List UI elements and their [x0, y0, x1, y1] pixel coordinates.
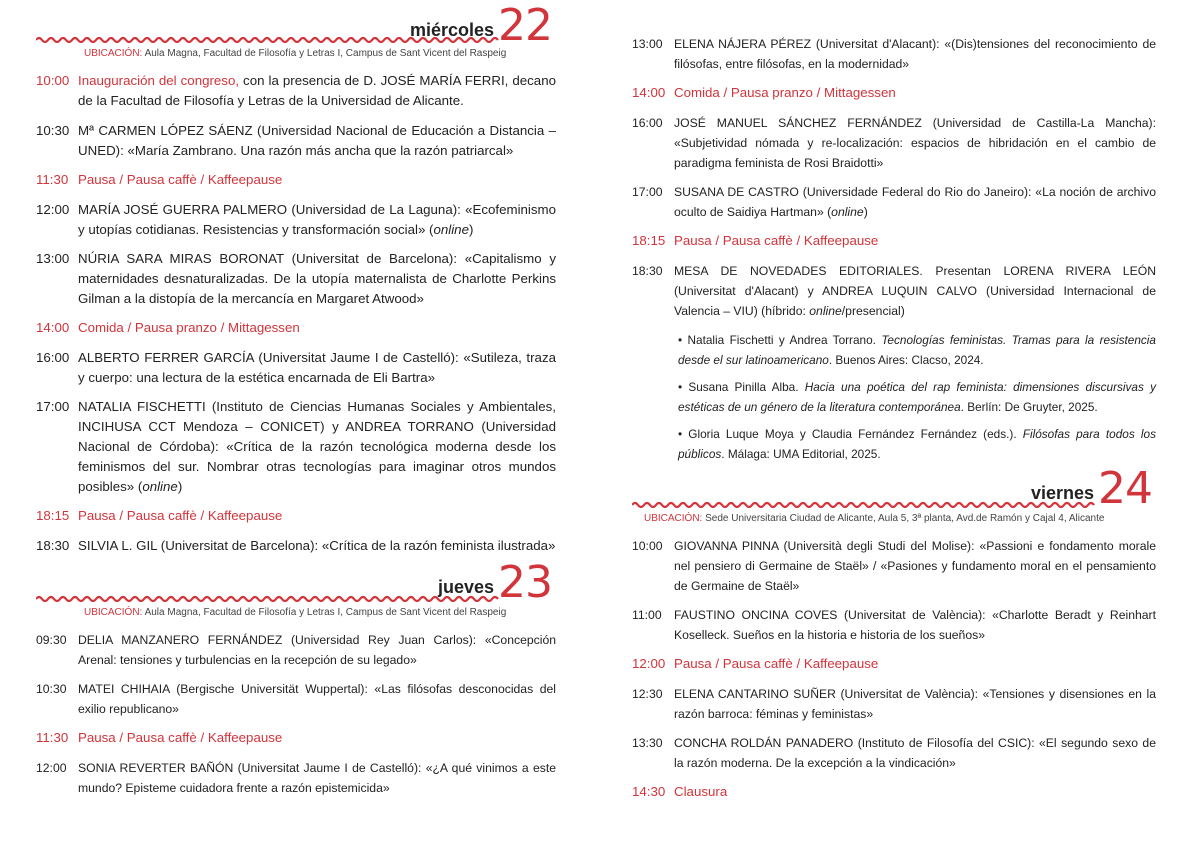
break-entry: 14:00 Comida / Pausa pranzo / Mittagessen: [632, 85, 896, 100]
day-number: 24: [1098, 463, 1152, 514]
wavy-divider: [36, 595, 556, 603]
schedule-entry: 16:00 JOSÉ MANUEL SÁNCHEZ FERNÁNDEZ (Universidad de Castilla-La Mancha): «Subjetividad nómada y re-localización: espacios de hibridación en el cambio de paradigma feminista de Rosi Braidotti»: [632, 116, 1156, 170]
schedule-entry: 17:00 SUSANA DE CASTRO (Universidade Federal do Rio do Janeiro): «La noción de archivo oculto de Saidiya Hartman» (online): [632, 185, 1156, 219]
book-item: • Gloria Luque Moya y Claudia Fernández Fernández (eds.). Filósofas para todos los públicos. Málaga: UMA Editorial, 2025.: [678, 427, 1156, 461]
closing-entry: 14:30 Clausura: [632, 784, 728, 799]
break-entry: 18:15 Pausa / Pausa caffè / Kaffeepause: [36, 508, 283, 523]
schedule-entry: 16:00 ALBERTO FERRER GARCÍA (Universitat Jaume I de Castelló): «Sutileza, traza y cuerpo: una lectura de la estética encarnada de Eli Bartra»: [36, 350, 556, 385]
break-entry: 11:30 Pausa / Pausa caffè / Kaffeepause: [36, 730, 283, 745]
schedule-entry: 10:30 Mª CARMEN LÓPEZ SÁENZ (Universidad Nacional de Educación a Distancia – UNED): «María Zambrano. Una razón más ancha que la razón patriarcal»: [36, 123, 556, 158]
day-header-22: [36, 0, 556, 51]
book-item: • Susana Pinilla Alba. Hacia una poética del rap feminista: dimensiones discursivas y estéticas de un género de la literatura contemporánea. Berlín: De Gruyter, 2025.: [678, 380, 1156, 414]
day-number: 23: [498, 557, 552, 608]
location-23: UBICACIÓN: Aula Magna, Facultad de Filosofía y Letras I, Campus de Sant Vicent del Raspeig: [84, 607, 507, 618]
break-entry: 18:15 Pausa / Pausa caffè / Kaffeepause: [632, 233, 879, 248]
schedule-entry: 10:00 GIOVANNA PINNA (Università degli Studi del Molise): «Passioni e fondamento morale nel pensiero di Germaine de Staël» / «Pasiones y fundamento moral en el pensamiento de Germaine de Staël»: [632, 539, 1156, 593]
right-column: [632, 34, 1156, 812]
schedule-entry: 11:00 FAUSTINO ONCINA COVES (Universitat de València): «Charlotte Beradt y Reinhart Koselleck. Sueños en la historia e historia de los sueños»: [632, 608, 1156, 642]
day-name: miércoles: [409, 20, 494, 40]
wavy-divider: [36, 36, 556, 44]
schedule-entry: 18:30 SILVIA L. GIL (Universitat de Barcelona): «Crítica de la razón feminista ilustrada»: [36, 538, 556, 553]
day-name: viernes: [1030, 483, 1094, 503]
schedule-entry: 13:00 NÚRIA SARA MIRAS BORONAT (Universitat de Barcelona): «Capitalismo y maternidades desnaturalizadas. De la utopía maternalista de Charlotte Perkins Gilman a la distopía de la mercancía en Margaret Atwood»: [36, 251, 556, 306]
location-24: UBICACIÓN: Sede Universitaria Ciudad de Alicante, Aula 5, 3ª planta, Avd.de Ramón y Cajal 4, Alicante: [644, 513, 1105, 524]
break-entry: 11:30 Pausa / Pausa caffè / Kaffeepause: [36, 172, 283, 187]
day-number: 22: [498, 0, 552, 51]
break-entry: 12:00 Pausa / Pausa caffè / Kaffeepause: [632, 656, 879, 671]
left-column: [36, 0, 556, 807]
schedule-entry: 10:00 Inauguración del congreso, con la presencia de D. JOSÉ MARÍA FERRI, decano de la Facultad de Filosofía y Letras de la Universidad de Alicante.: [36, 73, 556, 108]
schedule-entry: 12:00 MARÍA JOSÉ GUERRA PALMERO (Universidad de La Laguna): «Ecofeminismo y utopías cotidianas. Resistencias y transformación social» (online): [36, 202, 556, 237]
book-item: • Natalia Fischetti y Andrea Torrano. Tecnologías feministas. Tramas para la resistencia desde el sur latinoamericano. Buenos Aires: Clacso, 2024.: [678, 333, 1156, 367]
location-22: UBICACIÓN: Aula Magna, Facultad de Filosofía y Letras I, Campus de Sant Vicent del Raspeig: [84, 48, 507, 59]
break-entry: 14:00 Comida / Pausa pranzo / Mittagessen: [36, 320, 300, 335]
schedule-entry: 13:30 CONCHA ROLDÁN PANADERO (Instituto de Filosofía del CSIC): «El segundo sexo de la razón moderna. De la excepción a la vindicación»: [632, 736, 1156, 770]
wavy-divider: [632, 501, 1152, 509]
schedule-entry: 09:30 DELIA MANZANERO FERNÁNDEZ (Universidad Rey Juan Carlos): «Concepción Arenal: tensiones y turbulencias en la recepción de su legado»: [36, 633, 556, 667]
day-name: jueves: [437, 577, 494, 597]
schedule-entry: 12:30 ELENA CANTARINO SUÑER (Universitat de València): «Tensiones y disensiones en la razón barroca: féminas y feministas»: [632, 687, 1156, 721]
day-header-23: [36, 557, 556, 608]
day-header-24: [632, 463, 1156, 514]
schedule-entry: 12:00 SONIA REVERTER BAÑÓN (Universitat Jaume I de Castelló): «¿A qué vinimos a este mundo? Episteme cuidadora frente a razón epistemicida»: [36, 761, 556, 795]
schedule-entry: 13:00 ELENA NÁJERA PÉREZ (Universitat d'Alacant): «(Dis)tensiones del reconocimiento de filósofas, entre filósofas, en la modernidad»: [632, 37, 1156, 71]
schedule-entry: 17:00 NATALIA FISCHETTI (Instituto de Ciencias Humanas Sociales y Ambientales, INCIHUSA CCT Mendoza – CONICET) y ANDREA TORRANO (Universidad Nacional de Córdoba): «Crítica de la razón tecnológica moderna desde los feminismos del sur. Nombrar otras tecnologías para imaginar otros mundos posibles» (online): [36, 399, 556, 494]
schedule-entry: 10:30 MATEI CHIHAIA (Bergische Universität Wuppertal): «Las filósofas desconocidas del exilio republicano»: [36, 682, 556, 716]
schedule-entry: 18:30 MESA DE NOVEDADES EDITORIALES. Presentan LORENA RIVERA LEÓN (Universitat d'Alacant) y ANDREA LUQUIN CALVO (Universidad Internacional de Valencia – VIU) (híbrido: online/presencial): [632, 264, 1156, 318]
